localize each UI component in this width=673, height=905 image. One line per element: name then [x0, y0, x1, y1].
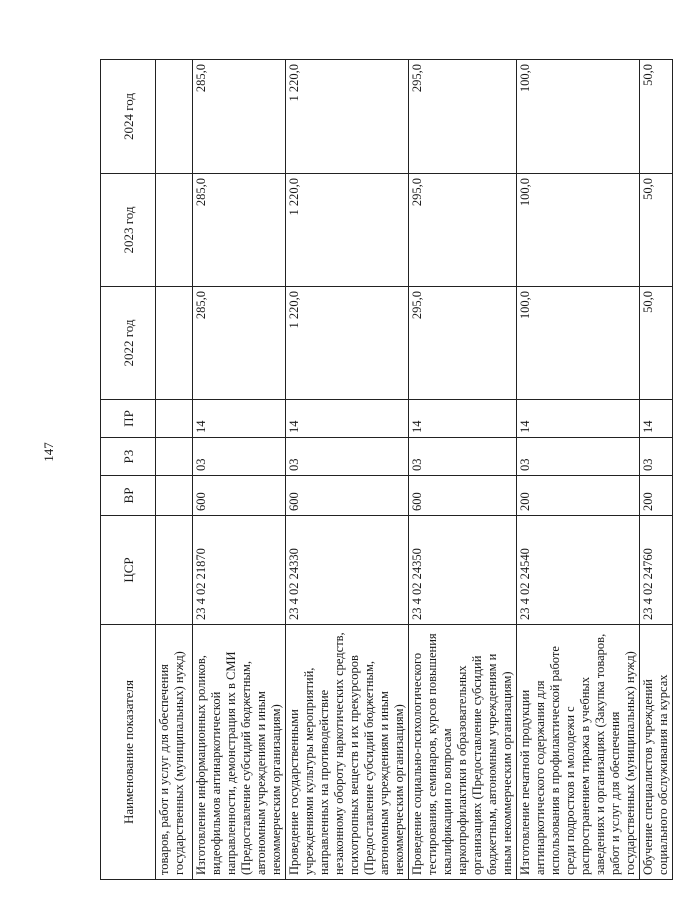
- row-pr: 14: [640, 400, 673, 438]
- row-pr: 14: [409, 400, 517, 438]
- table-row: [640, 60, 673, 880]
- row-name: Изготовление информационных роликов, видеофильмов антинаркотической направленности, демонстрация их в СМИ (Предоставление субсидий бюджетным, автономным учреждениям и иным некоммерческим организациям): [193, 625, 286, 880]
- row-csr: 23 4 02 21870: [193, 516, 286, 625]
- row-rz: 03: [517, 438, 640, 476]
- row-vr: [156, 476, 193, 516]
- header-name: Наименование показателя: [101, 625, 156, 880]
- row-pr: 14: [517, 400, 640, 438]
- table-row: [156, 60, 193, 880]
- row-2022: [156, 287, 193, 400]
- row-2024: 50,0: [640, 60, 673, 174]
- table-row: [409, 60, 517, 880]
- row-2024: 285,0: [193, 60, 286, 174]
- row-2024: 295,0: [409, 60, 517, 174]
- budget-table: [100, 59, 673, 880]
- row-rz: 03: [409, 438, 517, 476]
- row-2024: [156, 60, 193, 174]
- row-vr: 600: [286, 476, 409, 516]
- row-2022: 100,0: [517, 287, 640, 400]
- row-name: Изготовление печатной продукции антинаркотического содержания для использования в профилактической работе среди подростков и молодежи с распространением тиража в учебных заведениях и организациях (Закупка товаров, работ и услуг для обеспечения государственных (муниципальных) нужд): [517, 625, 640, 880]
- row-csr: 23 4 02 24330: [286, 516, 409, 625]
- row-2022: 1 220,0: [286, 287, 409, 400]
- row-2023: 50,0: [640, 174, 673, 287]
- table-header-row: [101, 60, 156, 880]
- row-2024: 1 220,0: [286, 60, 409, 174]
- page-number: 147: [41, 442, 56, 462]
- row-vr: 200: [640, 476, 673, 516]
- row-csr: 23 4 02 24540: [517, 516, 640, 625]
- row-name: Проведение социально-психологического тестирования, семинаров, курсов повышения квалификации по вопросам наркопрофилактики в образовательных организациях (Предоставление субсидий бюджетным, автономным учреждениям и иным некоммерческим организациям): [409, 625, 517, 880]
- header-2022: 2022 год: [101, 287, 156, 400]
- row-rz: [156, 438, 193, 476]
- row-csr: 23 4 02 24760: [640, 516, 673, 625]
- header-vr: ВР: [101, 476, 156, 516]
- row-2022: 295,0: [409, 287, 517, 400]
- header-2023: 2023 год: [101, 174, 156, 287]
- row-vr: 600: [409, 476, 517, 516]
- budget-table-rotated: [100, 60, 670, 880]
- row-2023: 1 220,0: [286, 174, 409, 287]
- row-rz: 03: [640, 438, 673, 476]
- row-csr: [156, 516, 193, 625]
- header-2024: 2024 год: [101, 60, 156, 174]
- row-name: Обучение специалистов учреждений социального обслуживания на курсах: [640, 625, 673, 880]
- row-vr: 600: [193, 476, 286, 516]
- row-2023: 100,0: [517, 174, 640, 287]
- header-pr: ПР: [101, 400, 156, 438]
- row-2023: 285,0: [193, 174, 286, 287]
- row-name: товаров, работ и услуг для обеспечения государственных (муниципальных) нужд): [156, 625, 193, 880]
- table-row: [517, 60, 640, 880]
- table-row: [286, 60, 409, 880]
- row-2023: 295,0: [409, 174, 517, 287]
- row-pr: [156, 400, 193, 438]
- row-pr: 14: [193, 400, 286, 438]
- row-vr: 200: [517, 476, 640, 516]
- row-name: Проведение государственными учреждениями культуры мероприятий, направленных на противодействие незаконному обороту наркотических средств, психотропных веществ и их прекурсоров (Предоставление субсидий бюджетным, автономным учреждениям и иным некоммерческим организациям): [286, 625, 409, 880]
- row-2024: 100,0: [517, 60, 640, 174]
- row-rz: 03: [193, 438, 286, 476]
- row-2022: 285,0: [193, 287, 286, 400]
- row-rz: 03: [286, 438, 409, 476]
- header-rz: РЗ: [101, 438, 156, 476]
- row-pr: 14: [286, 400, 409, 438]
- row-2023: [156, 174, 193, 287]
- row-2022: 50,0: [640, 287, 673, 400]
- header-csr: ЦСР: [101, 516, 156, 625]
- row-csr: 23 4 02 24350: [409, 516, 517, 625]
- table-row: [193, 60, 286, 880]
